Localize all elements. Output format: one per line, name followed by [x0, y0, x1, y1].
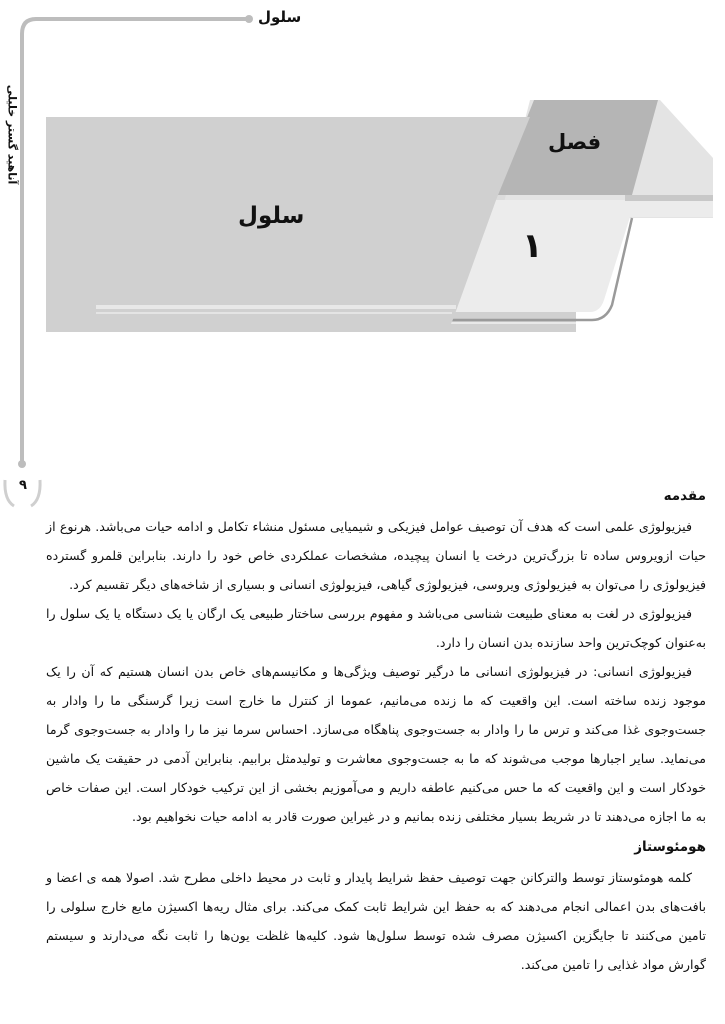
chapter-label: فصل: [548, 130, 602, 154]
chapter-banner: [46, 100, 713, 332]
running-title: سلول: [258, 8, 302, 26]
paragraph: کلمه هومئوستاز توسط والترکانن جهت توصیف حفظ شرایط پایدار و ثابت در محیط داخلی مطرح شد. اصولا همه ی اعضا و بافت‌های بدن اعمالی انجام می‌دهند که به حفظ این شرایط ثابت کمک می‌کند. برای مثال ریه‌ها اکسیژن مایع خارج سلولی را تامین می‌کنند تا جایگزین اکسیژن مصرف شده توسط سلول‌ها شود. کلیه‌ها غلظت یون‌ها را ثابت نگه می‌دارند و سیستم گوارش مواد غذایی را تامین می‌کند.: [46, 870, 706, 972]
side-label: آناهید گستر خلیلی: [5, 84, 19, 185]
chapter-title: سلول: [238, 203, 305, 229]
page-number: ۹: [19, 478, 27, 493]
paragraph: فیزیولوژی انسانی: در فیزیولوژی انسانی ما درگیر توصیف ویژگی‌ها و مکانیسم‌های خاص بدن انسان هستیم که آن را یک موجود زنده ساخته است. این واقعیت که ما زنده می‌مانیم، عموما از کنترل ما خارج است زیرا گرسنگی ما را وادار به جست‌وجوی غذا می‌کند و ترس ما را وادار به جست‌وجوی پناهگاه می‌سازد. احساس سرما نیز ما را وادار به جست‌وجوی گرما می‌نماید. سایر اجبارها موجب می‌شوند که ما به جست‌وجوی معاشرت و تولیدمثل برابیم. بنابراین آدمی در حقیقت یک ماشین خودکار است و این واقعیت که ما حس می‌کنیم عاطفه داریم و می‌آموزیم بخشی از این ترکیب خودکار است. این صفات خاص به ما اجازه می‌دهند تا در شریط بسیار مختلفی زنده بمانیم و در غیراین صورت قادر به ادامه حیات نخواهیم بود.: [46, 664, 706, 824]
paragraph: فیزیولوژی علمی است که هدف آن توصیف عوامل فیزیکی و شیمیایی مسئول منشاء تکامل و ادامه حیات می‌باشد. هرنوع از حیات ازویروس ساده تا بزرگ‌ترین درخت یا انسان پیچیده، مشخصات عملکردی خاص خود را دارند. بنابراین قلمرو گسترده فیزیولوژی را می‌توان به فیزیولوژی ویروسی، فیزیولوژی گیاهی، فیزیولوژی انسانی و بسیاری از شاخه‌های دیگر تقسیم کرد.: [46, 519, 706, 592]
rail-bottom-dot: [18, 460, 26, 468]
section-heading-homeostasis: هومئوستاز: [634, 839, 706, 855]
body-content: [46, 484, 706, 979]
section-heading-intro: مقدمه: [663, 488, 706, 504]
rail-end-dot: [245, 15, 253, 23]
paragraph: فیزیولوژی در لغت به معنای طبیعت شناسی می‌باشد و مفهوم بررسی ساختار طبیعی یک ارگان یا یک دستگاه یا یک سلول را به‌عنوان کوچک‌ترین واحد سازنده بدن انسان را دارد.: [46, 606, 706, 650]
chapter-number: ۱: [522, 226, 543, 266]
